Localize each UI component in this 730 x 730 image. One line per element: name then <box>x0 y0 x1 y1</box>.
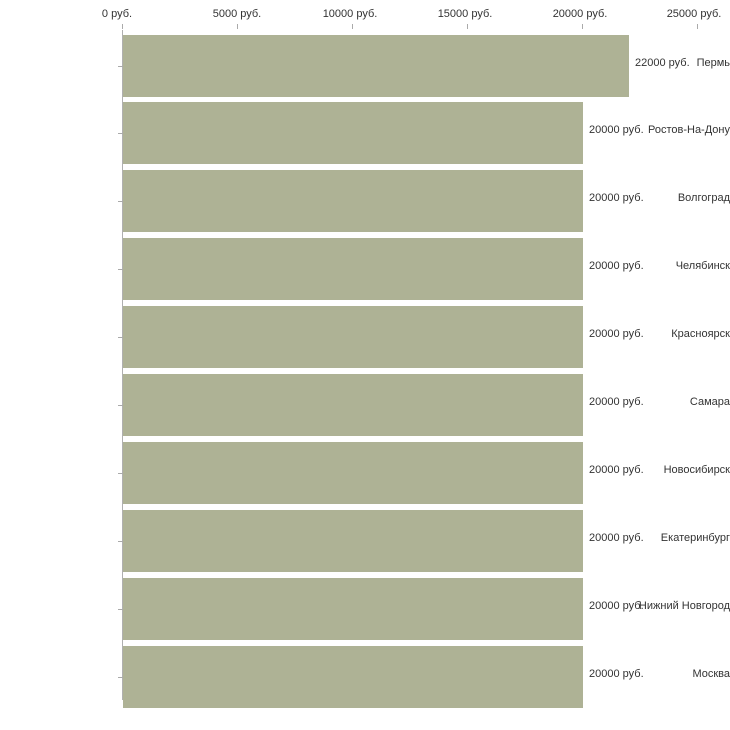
x-axis <box>0 0 730 30</box>
bar[interactable] <box>123 102 583 164</box>
x-tick-label: 5000 руб. <box>212 8 262 20</box>
bar[interactable] <box>123 578 583 640</box>
category-label: Ростов-На-Дону <box>647 124 730 136</box>
bar[interactable] <box>123 238 583 300</box>
category-label: Волгоград <box>677 192 730 204</box>
bar[interactable] <box>123 35 629 97</box>
x-tick-label: 0 руб. <box>101 8 133 20</box>
bar-value-label: 20000 руб. <box>589 600 644 612</box>
x-tick-mark <box>237 24 238 29</box>
x-tick-mark <box>467 24 468 29</box>
bar-value-label: 20000 руб. <box>589 124 644 136</box>
category-label: Пермь <box>696 57 730 69</box>
plot-area <box>0 30 730 700</box>
bar-value-label: 20000 руб. <box>589 396 644 408</box>
x-tick-mark <box>582 24 583 29</box>
x-tick-mark <box>697 24 698 29</box>
bar[interactable] <box>123 442 583 504</box>
category-label: Новосибирск <box>663 464 730 476</box>
bar-row <box>0 374 730 436</box>
bar-row <box>0 646 730 708</box>
category-label: Москва <box>692 668 730 680</box>
category-label: Екатеринбург <box>660 532 730 544</box>
category-label: Нижний Новгород <box>638 600 730 612</box>
x-tick-label: 15000 руб. <box>437 8 493 20</box>
bar-row <box>0 578 730 640</box>
bar[interactable] <box>123 510 583 572</box>
bar[interactable] <box>123 646 583 708</box>
category-label: Самара <box>689 396 730 408</box>
bar-value-label: 20000 руб. <box>589 668 644 680</box>
bar-value-label: 20000 руб. <box>589 192 644 204</box>
bar-row <box>0 238 730 300</box>
bar-row <box>0 170 730 232</box>
bar-value-label: 20000 руб. <box>589 328 644 340</box>
x-tick-mark <box>122 24 123 29</box>
bar[interactable] <box>123 374 583 436</box>
x-tick-label: 20000 руб. <box>552 8 608 20</box>
x-tick-label: 10000 руб. <box>322 8 378 20</box>
bar-row <box>0 510 730 572</box>
bar-row <box>0 442 730 504</box>
x-tick-label: 25000 руб. <box>666 8 722 20</box>
bar-value-label: 20000 руб. <box>589 260 644 272</box>
bar-value-label: 22000 руб. <box>635 57 690 69</box>
category-label: Челябинск <box>675 260 730 272</box>
category-label: Красноярск <box>671 328 730 340</box>
bar[interactable] <box>123 306 583 368</box>
x-tick-mark <box>352 24 353 29</box>
bar-row <box>0 102 730 164</box>
bar-value-label: 20000 руб. <box>589 532 644 544</box>
bar[interactable] <box>123 170 583 232</box>
bar-value-label: 20000 руб. <box>589 464 644 476</box>
bar-row <box>0 35 730 97</box>
bar-row <box>0 306 730 368</box>
